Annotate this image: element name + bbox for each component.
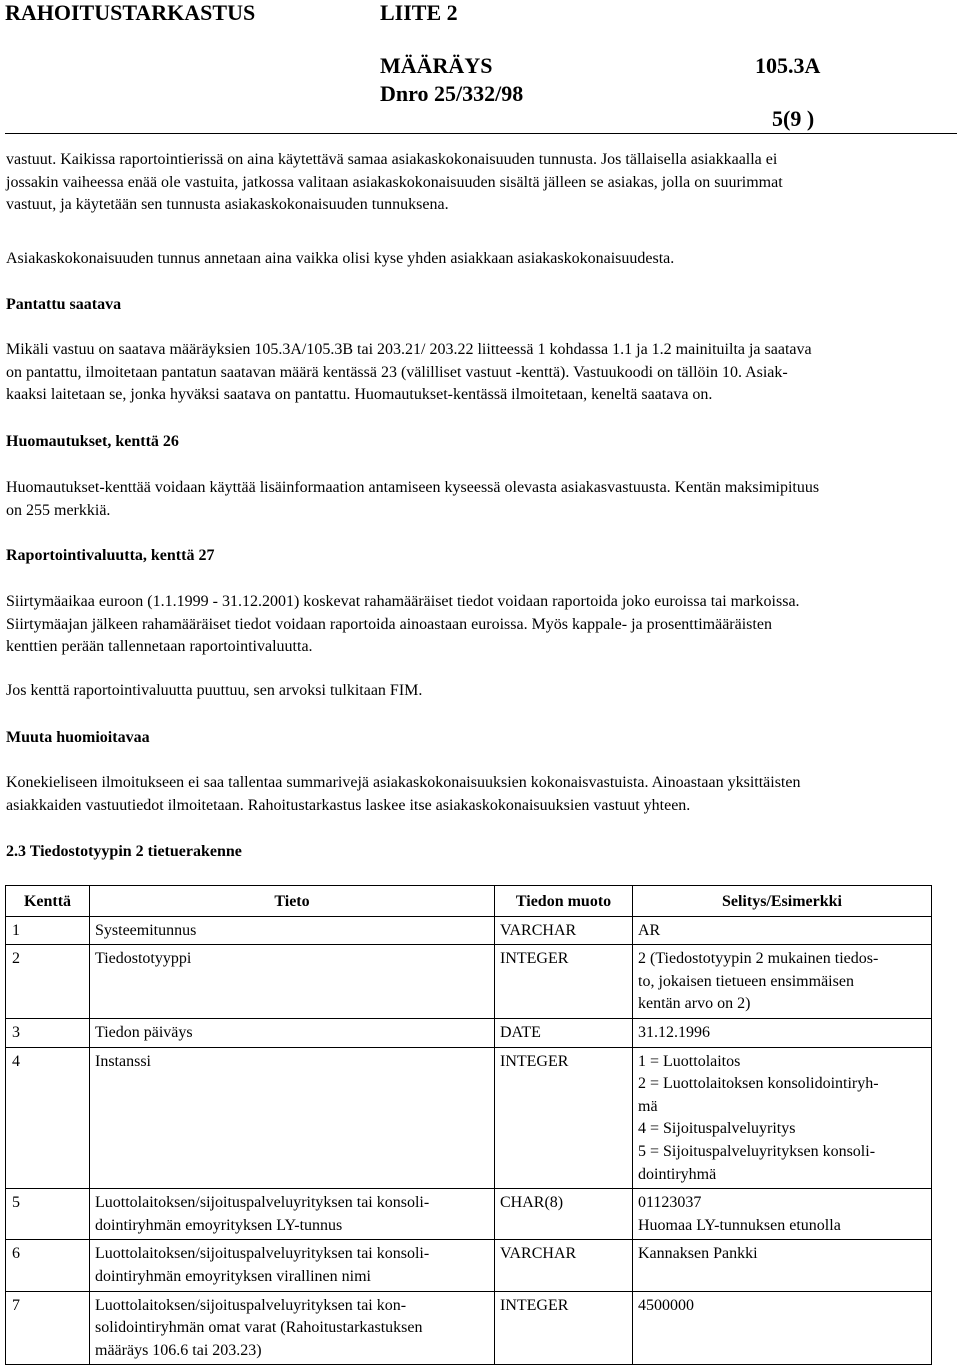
cell-line: kentän arvo on 2) [638, 995, 751, 1013]
cell-tieto [90, 1291, 495, 1365]
cell-selitys [633, 1240, 932, 1291]
paragraph-remarks [6, 477, 956, 522]
cell-tiedon-muoto: INTEGER [495, 945, 633, 1019]
table-row [6, 1240, 932, 1291]
table-header-row [6, 886, 932, 917]
cell-line: Huomaa LY-tunnuksen etunolla [638, 1216, 841, 1234]
paragraph-other-notes [6, 772, 956, 817]
heading-huomautukset: Huomautukset, kenttä 26 [6, 433, 179, 450]
cell-tieto [90, 945, 495, 1019]
cell-kentta: 5 [6, 1189, 90, 1240]
cell-kentta: 1 [6, 916, 90, 945]
text-line: Asiakaskokonaisuuden tunnus annetaan aina vaikka olisi kyse yhden asiakkaan asiakaskokonaisuudesta. [6, 250, 675, 267]
text-line: kaaksi laitetaan se, jonka hyväksi saatava on pantattu. Huomautukset-kentässä ilmoitetaan, keneltä saatava on. [6, 386, 713, 404]
heading-raportointivaluutta: Raportointivaluutta, kenttä 27 [6, 547, 215, 564]
heading-muuta-huomioitavaa: Muuta huomioitavaa [6, 729, 150, 746]
text-line: Siirtymäaikaa euroon (1.1.1999 - 31.12.2001) koskevat rahamääräiset tiedot voidaan raportoida joko euroissa tai markoissa. [6, 593, 800, 610]
text-line: Jos kenttä raportointivaluutta puuttuu, sen arvoksi tulkitaan FIM. [6, 682, 423, 699]
cell-line: dointiryhmä [638, 1165, 717, 1183]
cell-line: 31.12.1996 [638, 1023, 710, 1041]
cell-line: Systeemitunnus [95, 921, 197, 939]
cell-line: to, jokaisen tietueen ensimmäisen [638, 972, 854, 990]
paragraph-pledged-receivable [6, 339, 956, 407]
cell-line: Luottolaitoksen/sijoituspalveluyrityksen tai konsoli- [95, 1245, 430, 1263]
cell-tieto [90, 1018, 495, 1047]
record-structure-table [5, 885, 932, 1365]
cell-line: 5 = Sijoituspalveluyrityksen konsoli- [638, 1142, 876, 1160]
cell-line: määräys 106.6 tai 203.23) [95, 1341, 262, 1359]
paragraph-single-customer [6, 248, 956, 271]
cell-tiedon-muoto: INTEGER [495, 1047, 633, 1189]
cell-tieto [90, 1047, 495, 1189]
appendix-label: LIITE 2 [380, 0, 458, 25]
cell-line: Kannaksen Pankki [638, 1245, 758, 1263]
cell-line: Instanssi [95, 1052, 151, 1070]
table-row [6, 1189, 932, 1240]
cell-kentta: 6 [6, 1240, 90, 1291]
text-line: asiakkaiden vastuutiedot ilmoitetaan. Rahoitustarkastus laskee itse asiakaskokonaisuuksien vastuut yhteen. [6, 796, 691, 814]
text-line: vastuut. Kaikissa raportointierissä on aina käytettävä samaa asiakaskokonaisuuden tunnusta. Jos tällaisella asiakkaalla ei [6, 151, 778, 168]
cell-line: 01123037 [638, 1194, 702, 1212]
heading-section-2-3: 2.3 Tiedostotyypin 2 tietuerakenne [6, 843, 242, 860]
cell-kentta: 2 [6, 945, 90, 1019]
header-divider [5, 133, 957, 134]
column-header-selitys: Selitys/Esimerkki [633, 886, 932, 917]
cell-line: dointiryhmän emoyrityksen LY-tunnus [95, 1216, 343, 1234]
dnro-label: Dnro 25/332/98 [380, 81, 524, 106]
table-row [6, 1018, 932, 1047]
document-number: 105.3A [755, 53, 821, 78]
organization-name: RAHOITUSTARKASTUS [5, 0, 256, 25]
paragraph-currency-default [6, 680, 956, 703]
column-header-kentta: Kenttä [6, 886, 90, 917]
text-line: on 255 merkkiä. [6, 501, 111, 519]
cell-line: 1 = Luottolaitos [638, 1052, 741, 1070]
cell-line: AR [638, 921, 661, 939]
text-line: Huomautukset-kenttää voidaan käyttää lisäinformaation antamiseen kyseessä olevasta asiakasvastuusta. Kentän maksimipituus [6, 479, 820, 496]
page-number: 5(9 ) [772, 106, 815, 131]
cell-tieto [90, 1240, 495, 1291]
cell-selitys [633, 916, 932, 945]
cell-line: Tiedon päiväys [95, 1023, 193, 1041]
cell-tiedon-muoto: CHAR(8) [495, 1189, 633, 1240]
cell-tiedon-muoto: VARCHAR [495, 1240, 633, 1291]
cell-tiedon-muoto: INTEGER [495, 1291, 633, 1365]
cell-line: 2 = Luottolaitoksen konsolidointiryh- [638, 1075, 879, 1093]
text-line: Mikäli vastuu on saatava määräyksien 105.3A/105.3B tai 203.21/ 203.22 liitteessä 1 kohdassa 1.1 ja 1.2 mainituilta ja saatava [6, 341, 812, 358]
cell-selitys [633, 1047, 932, 1189]
heading-pantattu-saatava: Pantattu saatava [6, 296, 122, 313]
cell-kentta: 7 [6, 1291, 90, 1365]
cell-tieto [90, 1189, 495, 1240]
cell-tieto [90, 916, 495, 945]
text-line: on pantattu, ilmoitetaan pantatun saatavan määrä kentässä 23 (välilliset vastuut -kenttä). Vastuukoodi on tällöin 10. Asiak- [6, 363, 788, 381]
cell-line: solidointiryhmän omat varat (Rahoitustarkastuksen [95, 1319, 423, 1337]
cell-selitys [633, 1189, 932, 1240]
paragraph-reporting-currency [6, 591, 956, 659]
column-header-tieto: Tieto [90, 886, 495, 917]
cell-kentta: 4 [6, 1047, 90, 1189]
cell-tiedon-muoto: DATE [495, 1018, 633, 1047]
cell-line: 2 (Tiedostotyypin 2 mukainen tiedos- [638, 950, 879, 968]
cell-selitys [633, 1018, 932, 1047]
cell-selitys [633, 1291, 932, 1365]
text-line: Konekieliseen ilmoitukseen ei saa tallentaa summarivejä asiakaskokonaisuuksien kokonaisvastuista. Ainoastaan yksittäisten [6, 774, 801, 791]
cell-line: dointiryhmän emoyrityksen virallinen nimi [95, 1267, 371, 1285]
cell-line: Luottolaitoksen/sijoituspalveluyrityksen tai konsoli- [95, 1194, 430, 1212]
cell-line: 4 = Sijoituspalveluyritys [638, 1120, 796, 1138]
table-row [6, 945, 932, 1019]
cell-line: 4500000 [638, 1296, 694, 1314]
cell-selitys [633, 945, 932, 1019]
column-header-tiedon-muoto: Tiedon muoto [495, 886, 633, 917]
table-row [6, 1291, 932, 1365]
text-line: jossakin vaiheessa enää ole vastuita, jatkossa valitaan asiakaskokonaisuuden sisältä jälleen se asiakas, jolla on suurimmat [6, 173, 783, 191]
table-row [6, 1047, 932, 1189]
cell-line: Tiedostotyyppi [95, 950, 192, 968]
text-line: kenttien perään tallennetaan raportointivaluutta. [6, 638, 313, 656]
table-row [6, 916, 932, 945]
cell-kentta: 3 [6, 1018, 90, 1047]
cell-line: mä [638, 1097, 658, 1115]
cell-line: Luottolaitoksen/sijoituspalveluyrityksen tai kon- [95, 1296, 407, 1314]
document-type: MÄÄRÄYS [380, 53, 493, 78]
text-line: Siirtymäajan jälkeen rahamääräiset tiedot voidaan raportoida ainoastaan euroissa. Myös kappale- ja prosenttimääräisten [6, 615, 772, 633]
paragraph-customer-group-id [6, 149, 956, 217]
cell-tiedon-muoto: VARCHAR [495, 916, 633, 945]
text-line: vastuut, ja käytetään sen tunnusta asiakaskokonaisuuden tunnuksena. [6, 196, 449, 214]
